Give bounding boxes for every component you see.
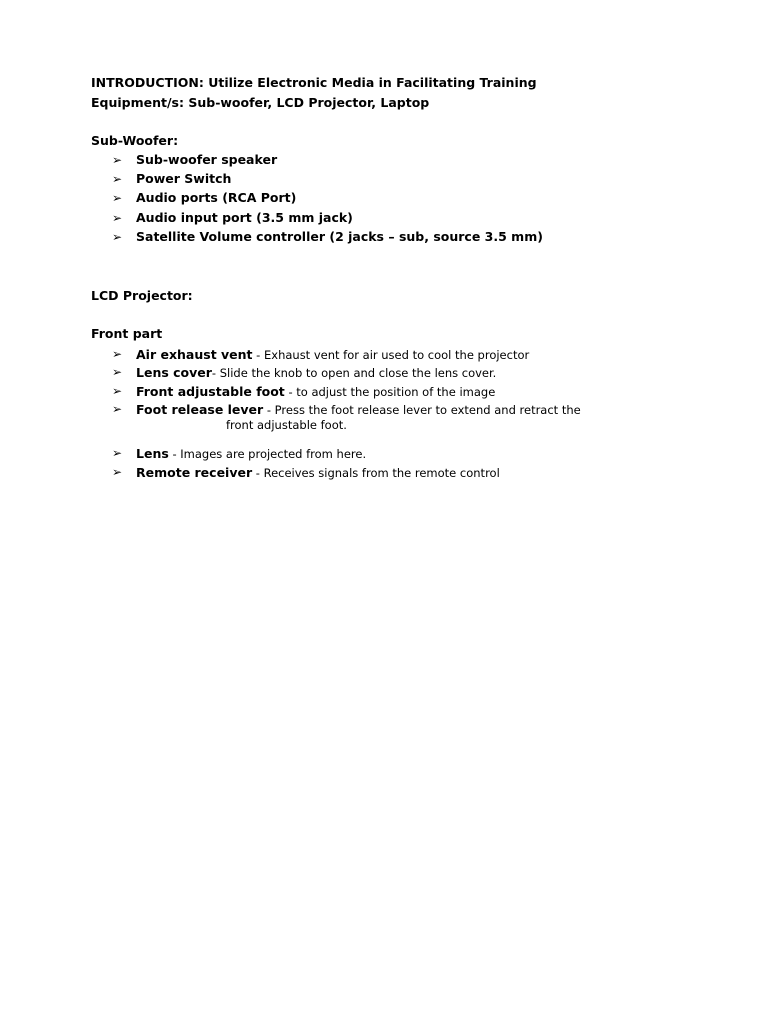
arrow-bullet-icon: ➢ xyxy=(112,211,123,225)
arrow-bullet-icon: ➢ xyxy=(112,365,123,379)
arrow-bullet-icon: ➢ xyxy=(112,172,123,186)
item-term: Foot release lever xyxy=(136,402,264,417)
item-term: Front adjustable foot xyxy=(136,384,285,399)
arrow-bullet-icon: ➢ xyxy=(112,384,123,398)
list-item-text xyxy=(136,464,500,481)
list-item-text: Power Switch xyxy=(136,171,232,186)
item-description: - Images are projected from here. xyxy=(168,447,367,461)
list-item-text: Audio input port (3.5 mm jack) xyxy=(136,210,353,225)
arrow-bullet-icon: ➢ xyxy=(112,191,123,205)
item-description: - Receives signals from the remote control xyxy=(252,466,500,480)
list-item-text xyxy=(136,445,366,462)
list-item-text xyxy=(136,346,529,363)
item-continuation: front adjustable foot. xyxy=(226,418,347,432)
list-item-text xyxy=(136,364,496,381)
list-item-text xyxy=(136,383,495,400)
arrow-bullet-icon: ➢ xyxy=(112,153,123,167)
list-item-text xyxy=(136,401,581,418)
equipment-line: Equipment/s: Sub-woofer, LCD Projector, Laptop xyxy=(91,95,430,110)
subwoofer-heading: Sub-Woofer: xyxy=(91,133,179,148)
item-term: Remote receiver xyxy=(136,465,253,480)
item-description: - Exhaust vent for air used to cool the projector xyxy=(252,348,530,362)
item-term: Air exhaust vent xyxy=(136,347,253,362)
arrow-bullet-icon: ➢ xyxy=(112,446,123,460)
arrow-bullet-icon: ➢ xyxy=(112,402,123,416)
list-item-text: Audio ports (RCA Port) xyxy=(136,190,297,205)
item-description: - Press the foot release lever to extend and retract the xyxy=(263,403,581,417)
arrow-bullet-icon: ➢ xyxy=(112,230,123,244)
item-description: - Slide the knob to open and close the lens cover. xyxy=(211,366,497,380)
arrow-bullet-icon: ➢ xyxy=(112,465,123,479)
front-part-heading: Front part xyxy=(91,326,163,341)
list-item-text: Satellite Volume controller (2 jacks – sub, source 3.5 mm) xyxy=(136,229,543,244)
intro-line: INTRODUCTION: Utilize Electronic Media in Facilitating Training xyxy=(91,75,537,90)
projector-heading: LCD Projector: xyxy=(91,288,193,303)
list-item-text: Sub-woofer speaker xyxy=(136,152,278,167)
item-term: Lens cover xyxy=(136,365,212,380)
item-term: Lens xyxy=(136,446,169,461)
item-description: - to adjust the position of the image xyxy=(284,385,496,399)
arrow-bullet-icon: ➢ xyxy=(112,347,123,361)
